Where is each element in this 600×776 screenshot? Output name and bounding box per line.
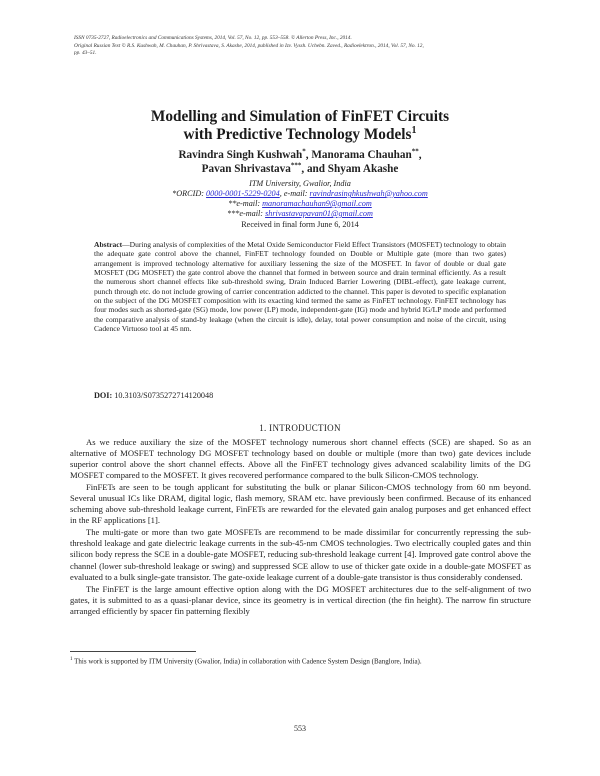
email-line-3: ***e-mail: shrivastavapavan01@gmail.com	[227, 209, 373, 218]
paragraph-2: FinFETs are seen to be tough applicant for substituting the bulk or planar Silicon-CMOS technology from 60 nm beyond. Several unusual ICs like DRAM, digital logic, flash memory, SRAM etc. have previously been confirmed. Because of its enhanced scheming above sub-threshold leakage current, FinFETs are rewarded for the elevated gain analog purposes and get enhanced effect in the RF applications [1].	[70, 482, 531, 526]
author-chauhan: Manorama Chauhan	[311, 149, 412, 161]
email-line-2: **e-mail: manoramachauhan9@gmail.com	[228, 199, 372, 208]
title-footnote-mark: 1	[411, 124, 417, 136]
footnote-mark: 1	[70, 657, 73, 662]
body-text	[70, 437, 531, 618]
orcid-link[interactable]: 0000-0001-5229-0204	[206, 189, 280, 198]
author-akashe: Shyam Akashe	[327, 163, 399, 175]
affiliation: ITM University, Gwalior, India	[249, 179, 351, 188]
author-kushwah: Ravindra Singh Kushwah	[178, 149, 303, 161]
paragraph-1: As we reduce auxiliary the size of the MOSFET technology numerous short channel effects (SCE) are shaped. So as an alternative of MOSFET technology DG MOSFET technology based on double or multiple (more than two) gate devices include superior control above the short channel effects. Above all the FinFET technology gives advanced scalability limits of the DG MOSFET compared to the MOSFET. It gives recovered performance compared to the bulk Silicon-CMOS technology.	[70, 437, 531, 481]
author-shrivastava: Pavan Shrivastava	[201, 163, 291, 175]
journal-header-line-1: ISSN 0735-2727, Radioelectronics and Communications Systems, 2014, Vol. 57, No. 12, pp. 553–558. © Allerton Press, Inc., 2014.	[74, 35, 352, 41]
doi-value[interactable]: 10.3103/S0735272714120048	[112, 391, 214, 400]
page-number: 553	[294, 724, 306, 733]
footnote	[70, 655, 531, 666]
author-line-1: Ravindra Singh Kushwah*, Manorama Chauhan**,	[178, 147, 422, 161]
abstract	[94, 240, 506, 333]
journal-header-line-3: pp. 43–51.	[74, 50, 97, 57]
paper-title	[70, 108, 530, 144]
title-line-1: Modelling and Simulation of FinFET Circuits	[150, 108, 450, 125]
paragraph-3: The multi-gate or more than two gate MOSFETs are recommend to be made dissimilar for concurrently repressing the sub-threshold leakage and gate dielectric leakage currents in the sub-45-nm CMOS technologies. Two electrically coupled gates and thin silicon body repress the SCE in a double-gate MOSFET, reducing sub-threshold leakage current [4]. Improved gate control above the channel (lower sub-threshold leakage or swing) and suppressed SCE allow to use of thicker gate oxide in a double-gate MOSFET as evaluated to a bulk single-gate transistor. The gate-oxide leakage current of a double-gate transistor is thus considerably condensed.	[70, 527, 531, 582]
title-line-2: with Predictive Technology Models$^1$	[183, 124, 417, 143]
orcid-line: *ORCID: 0000-0001-5229-0204, e-mail: ravindrasinghkushwah@yahoo.com	[172, 189, 428, 198]
doi-label: DOI:	[94, 391, 113, 400]
received-date: Received in final form June 6, 2014	[241, 220, 359, 229]
abstract-label: Abstract	[94, 240, 123, 249]
footnote-rule	[70, 651, 196, 652]
email-link-kushwah[interactable]: ravindrasinghkushwah@yahoo.com	[309, 189, 428, 198]
abstract-text: —During analysis of complexities of the Metal Oxide Semiconductor Field Effect Transistors (MOSFET) technology to obtain the adequate gate control above the channel, FinFET technology founded on Double or Multiple gate (more than two gates) arrangement is improved technology alternative for auxiliary lessening the size of the MOSFET. In favor of double or dual gate MOSFET (DG MOSFET) the gate control above the channel that formed in between source and drain terminal efficiently. As a result the numerous short channel effects like sub-threshold swing, Drain Induced Barrier Lowering (DIBL-effect), gate leakage current, punch through etc. do not include growing of carrier concentration addicted to the channel. This paper is devoted to specific explanation on the subject of the DG MOSFET composition with its exacting kind termed the same as FinFET technology. FinFET technology has four modes such as shorted-gate (SG) mode, low power (LP) mode, independent-gate (IG) mode and hybrid IG/LP mode and performed the comparative analysis of stand-by leakage (when the circuit is idle), delay, total power consumption and noise of the circuit, using Cadence Virtuoso tool at 45 nm.	[94, 240, 506, 334]
email-link-chauhan[interactable]: manoramachauhan9@gmail.com	[262, 199, 372, 208]
paragraph-4: The FinFET is the large amount effective option along with the DG MOSFET architectures due to the self-alignment of two gates, it is submitted to as a quasi-planar device, since its geometry is in vertical direction (the fin height). The narrow fin structure arranged efficiently by spacer fin patterning flexibly	[70, 583, 531, 616]
author-line-2: Pavan Shrivastava***, and Shyam Akashe	[201, 161, 399, 175]
email-link-shrivastava[interactable]: shrivastavapavan01@gmail.com	[265, 209, 373, 218]
author-list	[70, 148, 530, 176]
section-heading: 1. INTRODUCTION	[259, 423, 341, 433]
journal-header	[74, 35, 534, 58]
doi	[94, 391, 213, 400]
footnote-text: This work is supported by ITM University (Gwalior, India) in collaboration with Cadence System Design (Banglore, India).	[72, 657, 422, 666]
journal-header-line-2: Original Russian Text © R.S. Kushwah, M. Chauhan, P. Shrivastava, S. Akashe, 2014, published in Izv. Vyssh. Uchebn. Zaved., Radioelektron., 2014, Vol. 57, No. 12,	[74, 42, 424, 49]
